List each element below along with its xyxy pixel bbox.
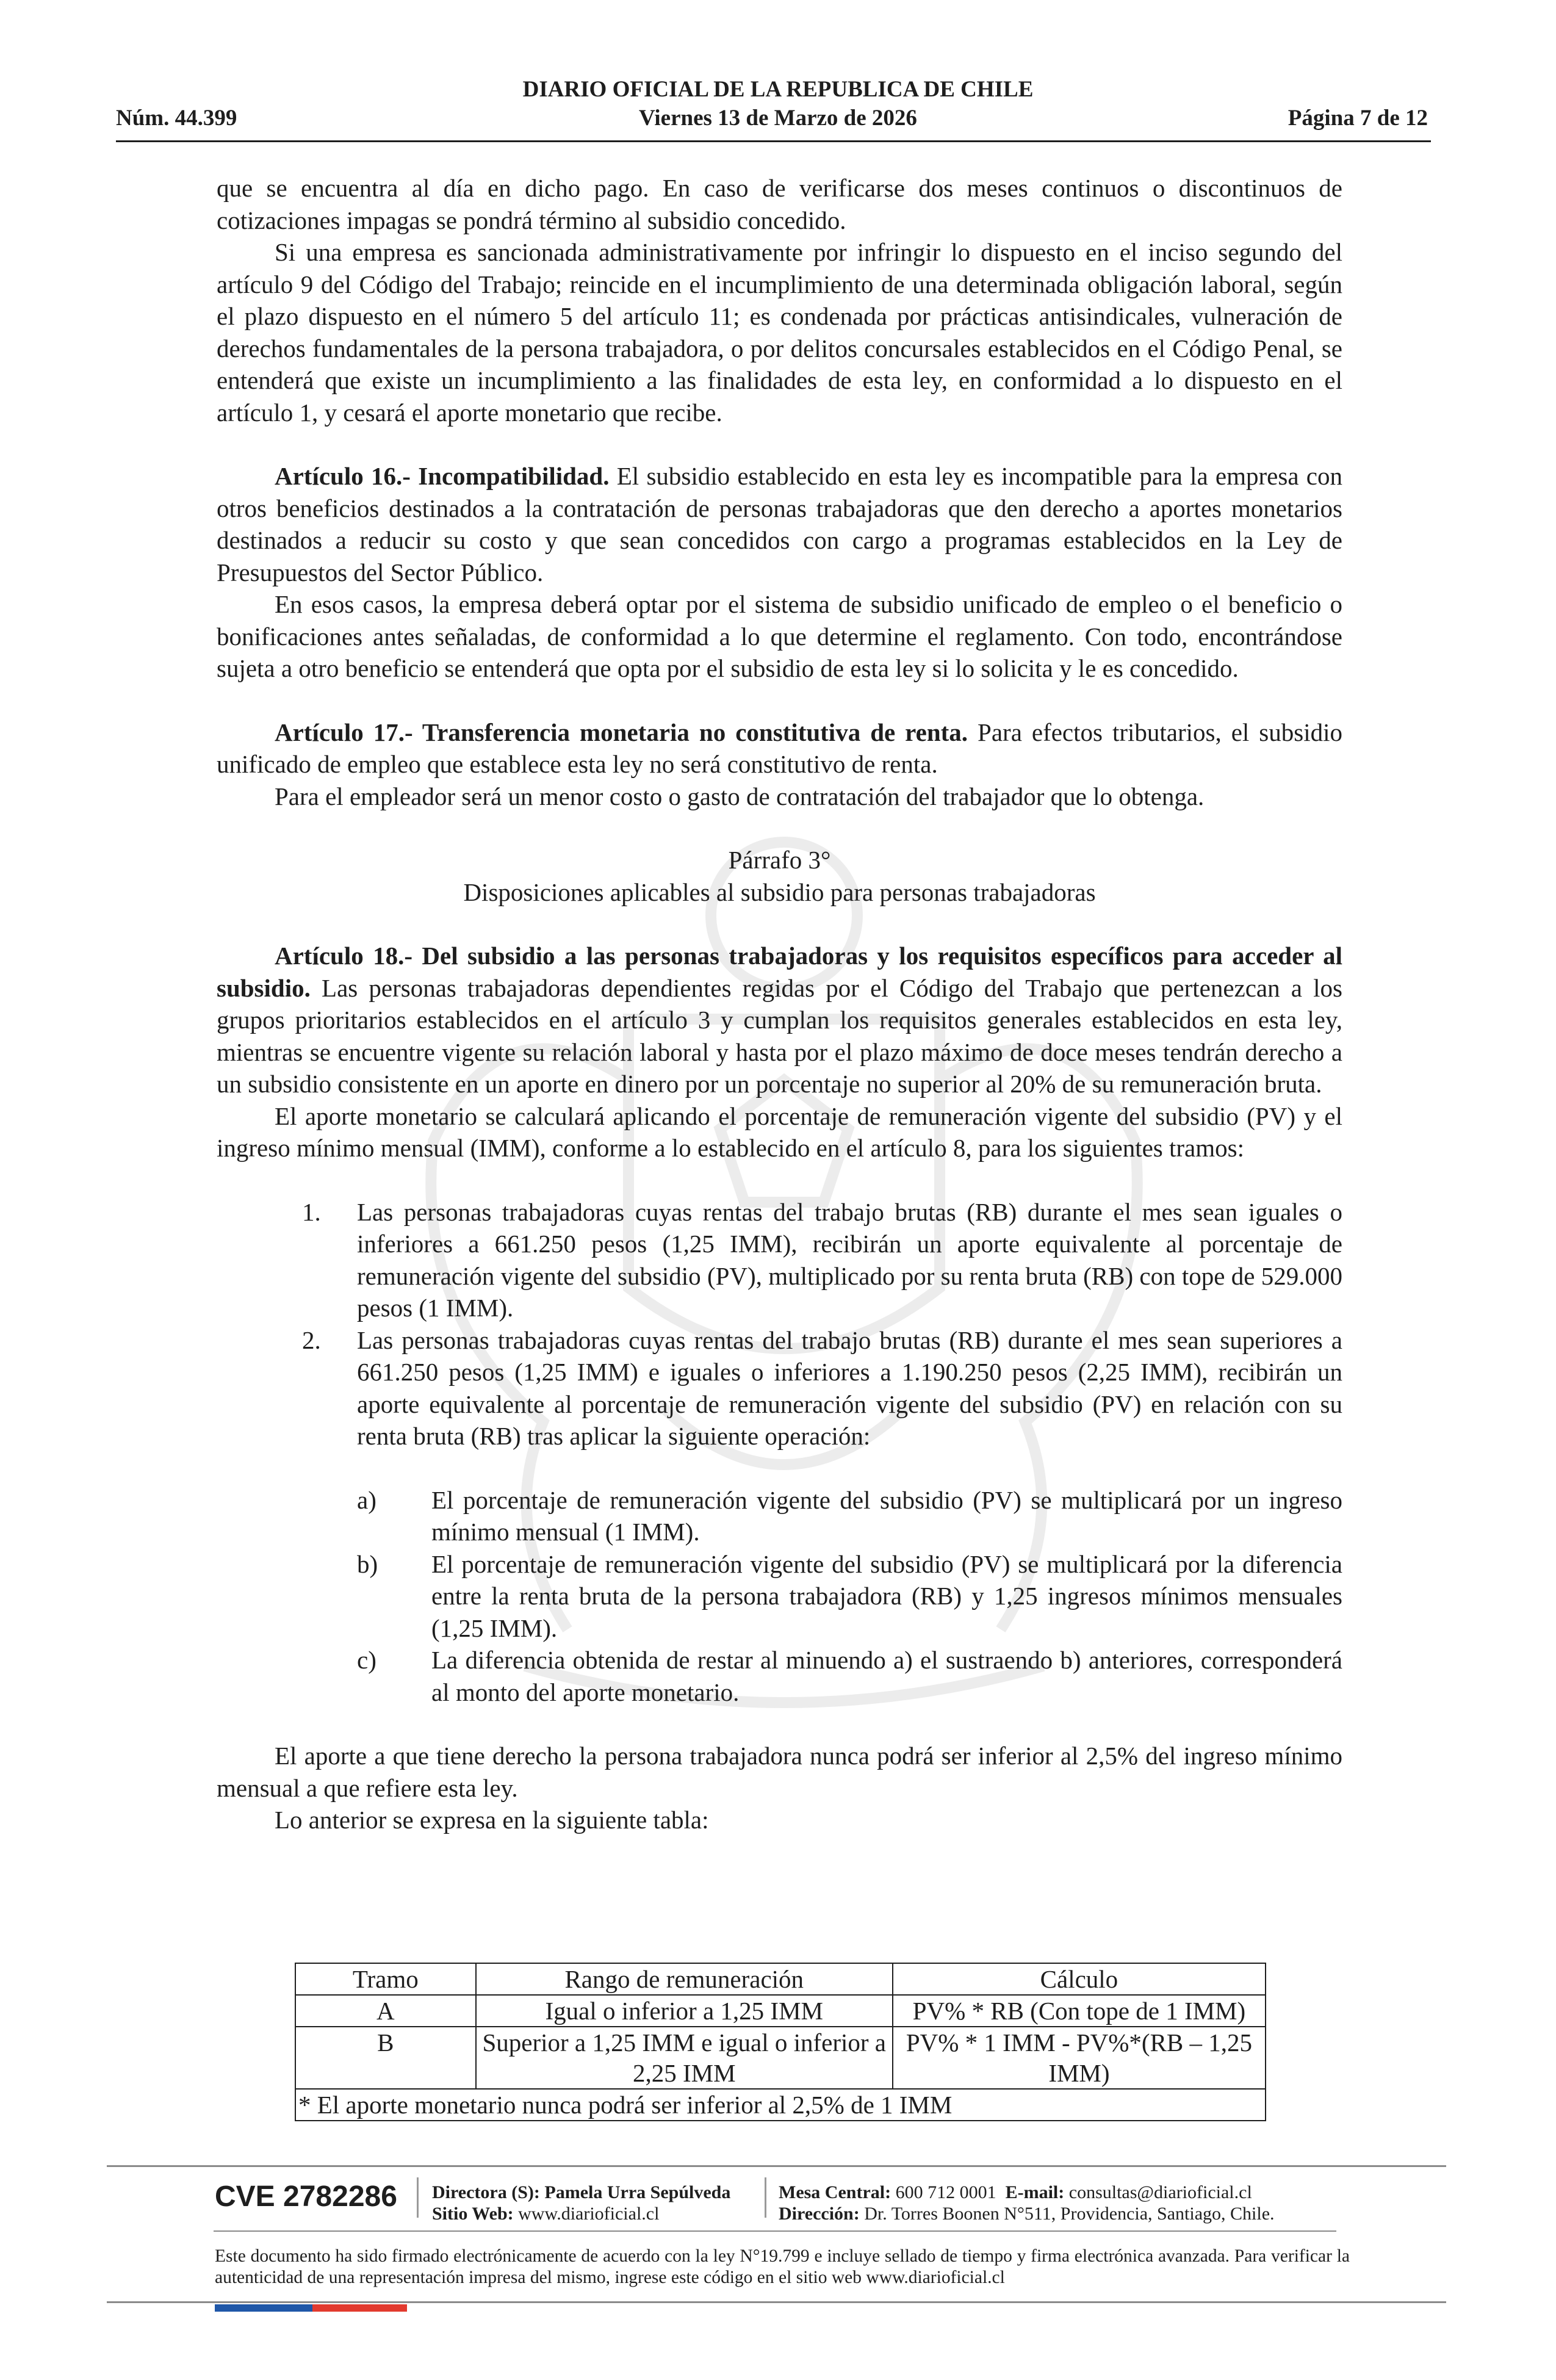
article-heading: Artículo 17.- Transferencia monetaria no constitutiva de renta. [275, 718, 968, 746]
article-text: Las personas trabajadoras dependientes regidas por el Código del Trabajo que pertenezcan a los grupos prioritarios establecidos en el artículo 3 y cumplan los requisitos generales establecidos en esta ley, mientras se encuentre vigente su relación laboral y hasta por el plazo máximo de doce meses tendrán derecho a un subsidio consistente en un aporte en dinero por un porcentaje no superior al 20% de su remuneración bruta. [217, 973, 1342, 1098]
article-17 [217, 716, 1342, 781]
publication-title: DIARIO OFICIAL DE LA REPUBLICA DE CHILE [522, 77, 1034, 102]
footer-director-block [432, 2182, 730, 2224]
flag-stripe-blue [215, 2304, 312, 2312]
table-footnote-row [295, 2089, 1266, 2121]
table-header: Tramo [295, 1963, 476, 1995]
sub-list-text: El porcentaje de remuneración vigente del subsidio (PV) se multiplicará por la diferencia entre la renta bruta de la persona trabajadora (RB) y 1,25 ingresos mínimos mensuales (1,25 IMM). [431, 1549, 1342, 1642]
list-item [217, 1324, 1342, 1452]
table-cell: A [295, 1995, 476, 2027]
paragraph: Para el empleador será un menor costo o gasto de contratación del trabajador que lo obtenga. [275, 782, 1205, 810]
table-cell: Superior a 1,25 IMM e igual o inferior a 2,25 IMM [476, 2027, 893, 2089]
table-footnote: * El aporte monetario nunca podrá ser inferior al 2,5% de 1 IMM [295, 2089, 1266, 2121]
list-number: 1. [302, 1197, 321, 1226]
table-cell: Igual o inferior a 1,25 IMM [476, 1995, 893, 2027]
list-text: Las personas trabajadoras cuyas rentas del trabajo brutas (RB) durante el mes sean superiores a 661.250 pesos (1,25 IMM) e iguales o inferiores a 1.190.250 pesos (2,25 IMM), recibirán un aporte equivalente al porcentaje de remuneración vigente del subsidio (PV) en relación con su renta bruta (RB) tras aplicar la siguiente operación: [357, 1325, 1342, 1450]
paragraph: En esos casos, la empresa deberá optar por el sistema de subsidio unificado de empleo o el beneficio o bonificaciones antes señaladas, de conformidad a lo que determine el reglamento. Con todo, encontrándose sujeta a otro beneficio se entenderá que opta por el subsidio de esta ley si lo solicita y le es concedido. [217, 590, 1342, 682]
sub-list-letter: a) [357, 1485, 376, 1514]
sub-list-item [217, 1644, 1342, 1708]
paragraph: El aporte monetario se calculará aplicando el porcentaje de remuneración vigente del subsidio (PV) y el ingreso mínimo mensual (IMM), conforme a lo establecido en el artículo 8, para los siguientes tramos: [217, 1102, 1342, 1162]
table-header: Rango de remuneración [476, 1963, 893, 1995]
article-text: Para efectos tributarios, el subsidio unificado de empleo que establece esta ley no será constitutivo de renta. [217, 718, 1342, 778]
paragraph: Lo anterior se expresa en la siguiente tabla: [275, 1806, 709, 1834]
site-link[interactable]: www.diarioficial.cl [518, 2204, 660, 2224]
article-heading: Artículo 16.- Incompatibilidad. [275, 462, 610, 490]
site-label: Sitio Web: [432, 2204, 514, 2224]
list-number: 2. [302, 1325, 321, 1354]
signature-note: Este documento ha sido firmado electrónicamente de acuerdo con la ley N°19.799 e incluye sellado de tiempo y firma electrónica avanzada. Para verificar la autenticidad de una representación impresa del mismo, ingrese este código en el sitio web www.diarioficial.cl [215, 2246, 1350, 2287]
tramos-table [295, 1963, 1266, 2121]
article-18 [217, 940, 1342, 1100]
table-header-row [295, 1963, 1266, 1995]
page-number: Página 7 de 12 [1288, 106, 1428, 131]
sub-list-item [217, 1548, 1342, 1645]
table-header: Cálculo [893, 1963, 1266, 1995]
sub-list-item [217, 1484, 1342, 1548]
footer-divider [417, 2177, 419, 2218]
list-text: Las personas trabajadoras cuyas rentas del trabajo brutas (RB) durante el mes sean iguales o inferiores a 661.250 pesos (1,25 IMM), recibirán un aporte equivalente al porcentaje de remuneración vigente del subsidio (PV), multiplicado por su renta bruta (RB) con tope de 529.000 pesos (1 IMM). [357, 1197, 1342, 1322]
section-number: Párrafo 3° [728, 846, 831, 874]
director-label: Directora (S): [432, 2182, 540, 2202]
email-label: E-mail: [1005, 2182, 1065, 2202]
issue-number: Núm. 44.399 [116, 106, 237, 131]
list-item [217, 1196, 1342, 1324]
paragraph: que se encuentra al día en dicho pago. En caso de verificarse dos meses continuos o discontinuos de cotizaciones impagas se pondrá término al subsidio concedido. [217, 174, 1342, 234]
article-16 [217, 460, 1342, 588]
article-heading: Artículo 18.- Del subsidio a las personas trabajadoras y los requisitos específicos para acceder al subsidio. [217, 942, 1342, 1002]
footer-rule [214, 2230, 1336, 2232]
section-title: Disposiciones aplicables al subsidio para personas trabajadoras [463, 878, 1096, 906]
document-body [217, 172, 1342, 1836]
cve-code: CVE 2782286 [215, 2180, 397, 2213]
sub-list-letter: b) [357, 1549, 378, 1578]
paragraph: El aporte a que tiene derecho la persona trabajadora nunca podrá ser inferior al 2,5% del ingreso mínimo mensual a que refiere esta ley. [217, 1742, 1342, 1802]
table-row [295, 2027, 1266, 2089]
director-name: Pamela Urra Sepúlveda [544, 2182, 731, 2202]
sub-list-letter: c) [357, 1646, 376, 1674]
mesa-label: Mesa Central: [779, 2182, 891, 2202]
table-cell: PV% * RB (Con tope de 1 IMM) [893, 1995, 1266, 2027]
email-link[interactable]: consultas@diarioficial.cl [1068, 2182, 1252, 2202]
flag-stripe-red [312, 2304, 407, 2312]
header-rule [116, 140, 1431, 142]
footer-rule [107, 2165, 1446, 2167]
sub-list-text: El porcentaje de remuneración vigente del subsidio (PV) se multiplicará por un ingreso mínimo mensual (1 IMM). [431, 1485, 1342, 1546]
mesa-phone: 600 712 0001 [895, 2182, 996, 2202]
article-text: El subsidio establecido en esta ley es incompatible para la empresa con otros beneficios destinados a la contratación de personas trabajadoras que den derecho a aportes monetarios destinados a reducir su costo y que sean concedidos con cargo a programas establecidos en la Ley de Presupuestos del Sector Público. [217, 462, 1342, 586]
publication-date: Viernes 13 de Marzo de 2026 [639, 106, 917, 131]
footer-rule [107, 2301, 1446, 2303]
address: Dr. Torres Boonen N°511, Providencia, Santiago, Chile. [864, 2204, 1275, 2224]
footer-divider [765, 2177, 766, 2218]
table-cell: PV% * 1 IMM - PV%*(RB – 1,25 IMM) [893, 2027, 1266, 2089]
sub-list-text: La diferencia obtenida de restar al minuendo a) el sustraendo b) anteriores, corresponderá al monto del aporte monetario. [431, 1646, 1342, 1706]
address-label: Dirección: [779, 2204, 860, 2224]
table-row [295, 1995, 1266, 2027]
table-cell: B [295, 2027, 476, 2089]
footer-contact-block [779, 2182, 1275, 2224]
paragraph: Si una empresa es sancionada administrativamente por infringir lo dispuesto en el inciso segundo del artículo 9 del Código del Trabajo; reincide en el incumplimiento de una determinada obligación laboral, según el plazo dispuesto en el número 5 del artículo 11; es condenada por prácticas antisindicales, vulneración de derechos fundamentales de la persona trabajadora, o por delitos concursales establecidos en el Código Penal, se entenderá que existe un incumplimiento a las finalidades de esta ley, en conformidad a lo dispuesto en el artículo 1, y cesará el aporte monetario que recibe. [217, 238, 1342, 427]
